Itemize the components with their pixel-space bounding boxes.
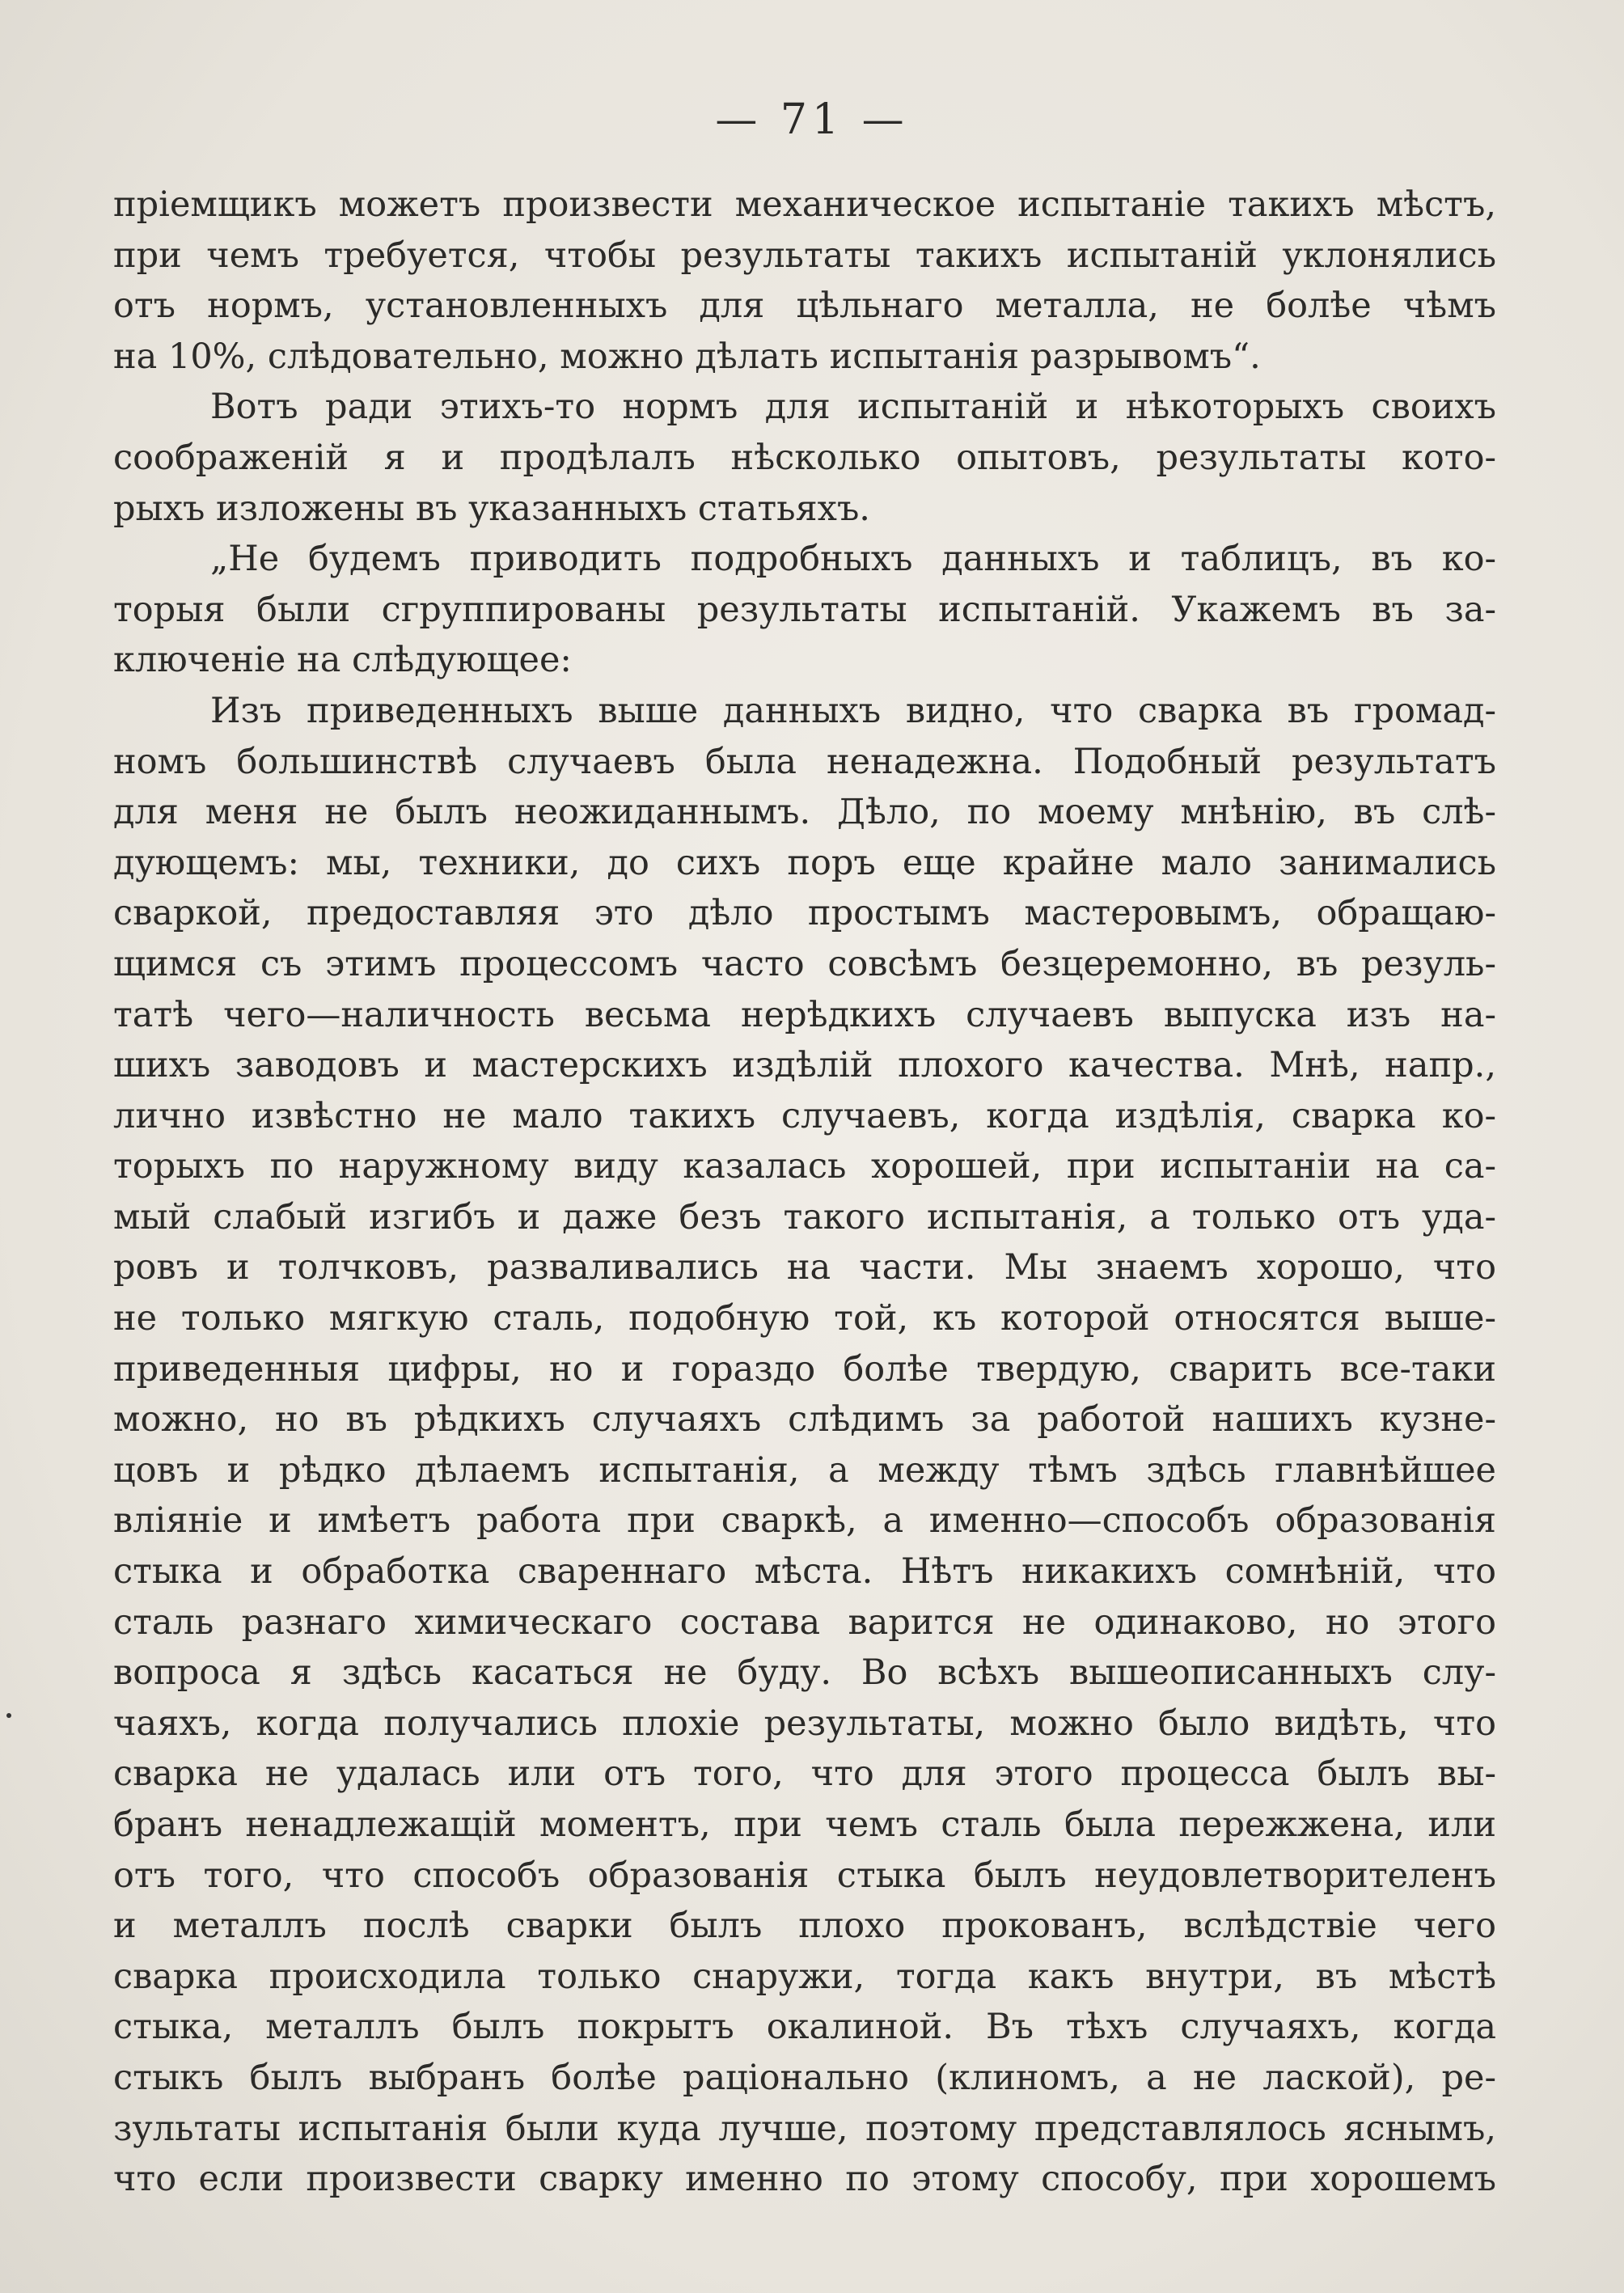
text-line: сварка не удалась или отъ того, что для этого процесса былъ вы- bbox=[113, 1754, 1496, 1795]
text-line: щимся съ этимъ процессомъ часто совсѣмъ безцеремонно, въ резуль- bbox=[113, 943, 1496, 984]
text-line: цовъ и рѣдко дѣлаемъ испытанія, а между тѣмъ здѣсь главнѣйшее bbox=[113, 1449, 1496, 1491]
text-line: лично извѣстно не мало такихъ случаевъ, когда издѣлія, сварка ко- bbox=[113, 1095, 1496, 1136]
text-line: соображеній я и продѣлалъ нѣсколько опытовъ, результаты кото- bbox=[113, 437, 1496, 478]
body-text bbox=[113, 180, 1496, 2205]
text-line: ключеніе на слѣдующее: bbox=[113, 640, 572, 681]
text-line: для меня не былъ неожиданнымъ. Дѣло, по моему мнѣнію, въ слѣ- bbox=[113, 792, 1496, 833]
text-line: мый слабый изгибъ и даже безъ такого испытанія, а только отъ уда- bbox=[113, 1196, 1496, 1237]
text-line: ровъ и толчковъ, разваливались на части. Мы знаемъ хорошо, что bbox=[113, 1247, 1496, 1288]
text-line: „Не будемъ приводить подробныхъ данныхъ и таблицъ, въ ко- bbox=[210, 539, 1496, 580]
text-line: торыхъ по наружному виду казалась хорошей, при испытаніи на са- bbox=[113, 1146, 1496, 1187]
text-line: не только мягкую сталь, подобную той, къ которой относятся выше- bbox=[113, 1298, 1496, 1339]
text-line: на 10%, слѣдовательно, можно дѣлать испытанія разрывомъ“. bbox=[113, 336, 1261, 377]
text-line: пріемщикъ можетъ произвести механическое испытаніе такихъ мѣстъ, bbox=[113, 184, 1496, 225]
text-line: сварка происходила только снаружи, тогда какъ внутри, въ мѣстѣ bbox=[113, 1956, 1496, 1997]
text-line: стыка и обработка свареннаго мѣста. Нѣтъ никакихъ сомнѣній, что bbox=[113, 1551, 1496, 1593]
text-line: шихъ заводовъ и мастерскихъ издѣлій плохого качества. Мнѣ, напр., bbox=[113, 1045, 1496, 1086]
text-line: номъ большинствѣ случаевъ была ненадежна. Подобный результатъ bbox=[113, 741, 1496, 782]
text-line: стыкъ былъ выбранъ болѣе раціонально (клиномъ, а не лаской), ре- bbox=[113, 2057, 1496, 2098]
text-line: Изъ приведенныхъ выше данныхъ видно, что сварка въ громад- bbox=[210, 690, 1496, 731]
text-line: сваркой, предоставляя это дѣло простымъ мастеровымъ, обращаю- bbox=[113, 893, 1496, 934]
text-line: торыя были сгруппированы результаты испытаній. Укажемъ въ за- bbox=[113, 589, 1496, 630]
text-line: и металлъ послѣ сварки былъ плохо прокованъ, вслѣдствіе чего bbox=[113, 1906, 1496, 1947]
text-line: отъ того, что способъ образованія стыка былъ неудовлетворителенъ bbox=[113, 1855, 1496, 1896]
text-line: рыхъ изложены въ указанныхъ статьяхъ. bbox=[113, 488, 870, 529]
text-line: дующемъ: мы, техники, до сихъ поръ еще крайне мало занимались bbox=[113, 842, 1496, 883]
text-line: зультаты испытанія были куда лучше, поэтому представлялось яснымъ, bbox=[113, 2108, 1496, 2149]
text-line: вопроса я здѣсь касаться не буду. Во всѣхъ вышеописанныхъ слу- bbox=[113, 1652, 1496, 1694]
text-line: вліяніе и имѣетъ работа при сваркѣ, а именно—способъ образованія bbox=[113, 1500, 1496, 1542]
margin-speck bbox=[6, 1713, 11, 1718]
text-line: Вотъ ради этихъ-то нормъ для испытаній и нѣкоторыхъ своихъ bbox=[210, 387, 1496, 428]
text-line: при чемъ требуется, чтобы результаты такихъ испытаній уклонялись bbox=[113, 235, 1496, 276]
page-number: — 71 — bbox=[715, 95, 909, 144]
text-line: отъ нормъ, установленныхъ для цѣльнаго металла, не болѣе чѣмъ bbox=[113, 286, 1496, 327]
text-line: сталь разнаго химическаго состава варится не одинаково, но этого bbox=[113, 1601, 1496, 1643]
text-line: приведенныя цифры, но и гораздо болѣе твердую, сварить все-таки bbox=[113, 1348, 1496, 1390]
text-line: что если произвести сварку именно по этому способу, при хорошемъ bbox=[113, 2159, 1496, 2200]
text-line: стыка, металлъ былъ покрытъ окалиной. Въ тѣхъ случаяхъ, когда bbox=[113, 2007, 1496, 2048]
text-line: можно, но въ рѣдкихъ случаяхъ слѣдимъ за работой нашихъ кузне- bbox=[113, 1399, 1496, 1441]
text-line: чаяхъ, когда получались плохіе результаты, можно было видѣть, что bbox=[113, 1703, 1496, 1744]
text-line: татѣ чего—наличность весьма нерѣдкихъ случаевъ выпуска изъ на- bbox=[113, 994, 1496, 1035]
text-line: бранъ ненадлежащій моментъ, при чемъ сталь была пережжена, или bbox=[113, 1804, 1496, 1845]
